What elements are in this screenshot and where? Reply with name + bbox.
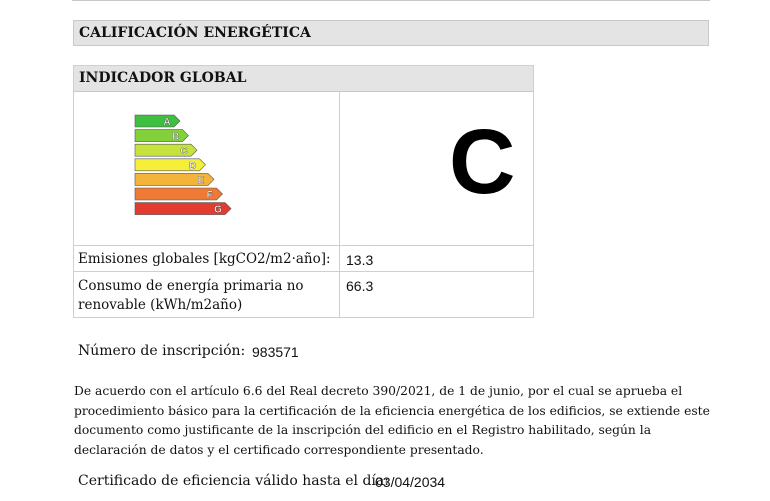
- scale-band-a: [135, 115, 180, 128]
- scale-band-g: [135, 203, 231, 216]
- energy-label-line2: renovable (kWh/m2año): [78, 297, 243, 313]
- scale-arrow: [135, 115, 180, 127]
- validity-label: Certificado de eficiencia válido hasta el día:: [78, 473, 389, 489]
- scale-letter: E: [197, 175, 205, 187]
- scale-letter: A: [163, 117, 171, 128]
- scale-arrow: [135, 144, 197, 156]
- scale-letter: G: [214, 204, 222, 216]
- top-rule: [72, 0, 710, 1]
- emissions-value: 13.3: [346, 252, 374, 268]
- emissions-label: Emisiones globales [kgCO2/m2·año]:: [78, 251, 331, 267]
- legal-paragraph: De acuerdo con el artículo 6.6 del Real decreto 390/2021, de 1 de junio, por el cual se aprueba el procedimiento básico para la certificación de la eficiencia energética de los edificios, se extiende este documento como justificante de la inscripción del edificio en el Registro habilitado, según la declaración de datos y el certificado correspondiente presentado.: [74, 384, 710, 457]
- scale-band-c: [135, 144, 197, 157]
- energy-grade: C: [449, 111, 516, 213]
- divider: [74, 271, 533, 272]
- scale-band-b: [135, 130, 189, 143]
- energy-scale-icon: [134, 114, 254, 224]
- registration-label: Número de inscripción:: [78, 343, 246, 359]
- divider: [339, 245, 340, 317]
- scale-band-d: [135, 159, 206, 172]
- grade-cell: [339, 92, 533, 245]
- energy-label-line1: Consumo de energía primaria no: [78, 278, 304, 294]
- scale-band-e: [135, 173, 214, 186]
- scale-letter: C: [180, 146, 188, 158]
- section-title: CALIFICACIÓN ENERGÉTICA: [73, 20, 709, 46]
- global-indicator-panel: [73, 65, 534, 318]
- scale-arrow: [135, 130, 189, 142]
- energy-scale-cell: [74, 92, 340, 245]
- scale-band-f: [135, 188, 223, 201]
- validity-date: 03/04/2034: [375, 474, 446, 490]
- scale-letter: B: [171, 131, 180, 143]
- scale-letter: D: [188, 160, 197, 172]
- divider: [74, 245, 533, 246]
- energy-value: 66.3: [346, 278, 374, 294]
- scale-letter: F: [206, 190, 213, 201]
- panel-title: INDICADOR GLOBAL: [74, 66, 533, 92]
- registration-number: 983571: [252, 344, 299, 360]
